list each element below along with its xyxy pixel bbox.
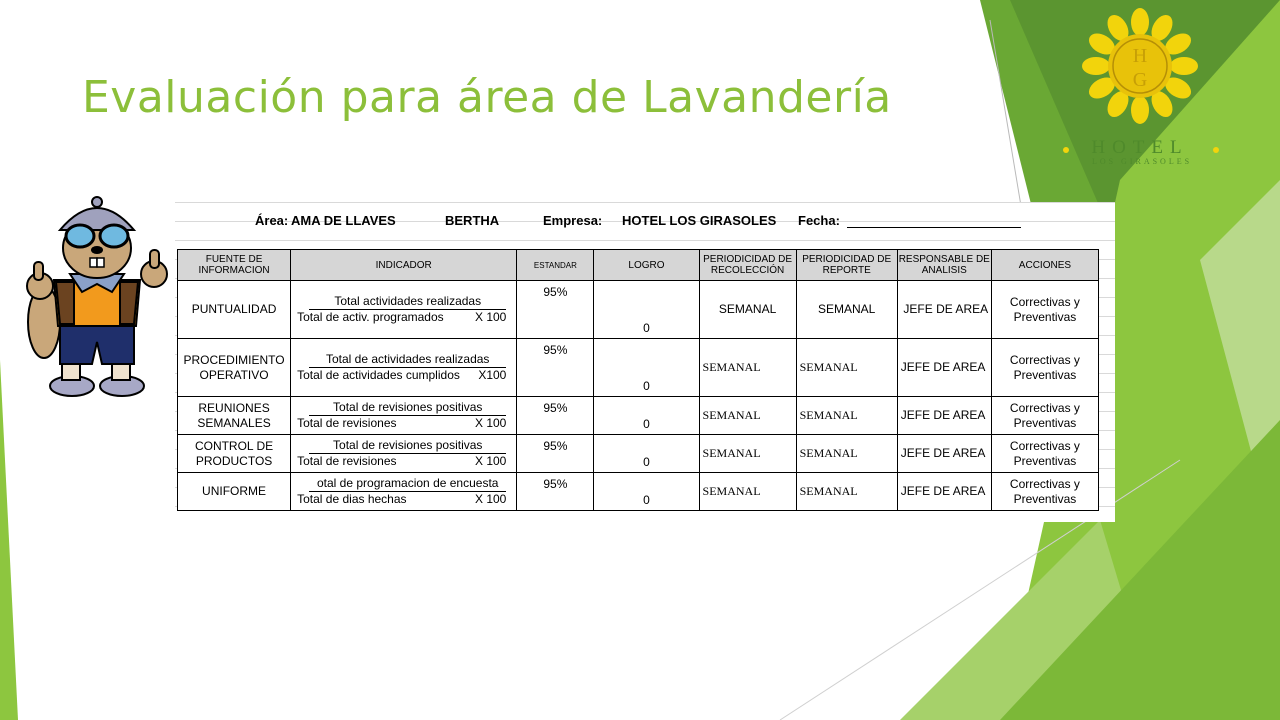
cell-recoleccion: SEMANAL (699, 339, 796, 397)
cell-logro: 0 (594, 473, 699, 511)
indicator-multiplier: X 100 (474, 416, 507, 430)
cell-reporte: SEMANAL (796, 339, 897, 397)
indicator-denominator (291, 310, 516, 325)
header-acciones: ACCIONES (991, 250, 1098, 281)
cell-estandar: 95% (517, 435, 594, 473)
cell-responsable: JEFE DE AREA (897, 473, 991, 511)
cell-indicador (291, 281, 517, 339)
header-logro: LOGRO (594, 250, 699, 281)
logo-subname: LOS GIRASOLES (1091, 157, 1193, 166)
sunflower-hotel-logo-icon (1058, 8, 1238, 168)
fecha-label: Fecha: (798, 213, 840, 228)
cell-acciones: Correctivas y Preventivas (991, 281, 1098, 339)
indicator-denominator (291, 492, 516, 507)
cell-fuente: PROCEDIMIENTO OPERATIVO (178, 339, 291, 397)
cell-fuente: CONTROL DE PRODUCTOS (178, 435, 291, 473)
table-row (178, 339, 1099, 397)
indicator-denominator (291, 368, 516, 383)
cell-indicador (291, 473, 517, 511)
cell-estandar: 95% (517, 281, 594, 339)
indicator-numerator: Total actividades realizadas (309, 294, 506, 310)
cell-recoleccion: SEMANAL (699, 281, 796, 339)
cell-fuente: REUNIONES SEMANALES (178, 397, 291, 435)
indicator-denominator-text: Total de dias hechas (297, 492, 407, 506)
cell-recoleccion: SEMANAL (699, 473, 796, 511)
cell-reporte: SEMANAL (796, 397, 897, 435)
empresa-label: Empresa: (543, 213, 603, 228)
person-name: BERTHA (445, 213, 500, 228)
cell-estandar: 95% (517, 397, 594, 435)
indicator-multiplier: X 100 (474, 454, 507, 468)
header-indicador: INDICADOR (291, 250, 517, 281)
sheet-header (175, 210, 1115, 230)
empresa-value: HOTEL LOS GIRASOLES (622, 213, 777, 228)
table-row (178, 397, 1099, 435)
indicator-multiplier: X100 (478, 368, 507, 382)
indicator-multiplier: X 100 (474, 492, 507, 506)
hotel-logo (1058, 8, 1238, 168)
table-row (178, 281, 1099, 339)
table-row (178, 435, 1099, 473)
table-row (178, 473, 1099, 511)
logo-monogram-top: H (1132, 45, 1148, 67)
mascot-illustration (22, 192, 172, 402)
header-estandar: ESTANDAR (517, 250, 594, 281)
cell-reporte: SEMANAL (796, 435, 897, 473)
header-recoleccion: PERIODICIDAD DE RECOLECCIÓN (699, 250, 796, 281)
cartoon-beaver-explorer-icon (22, 192, 172, 402)
cell-recoleccion: SEMANAL (699, 435, 796, 473)
indicator-denominator (291, 454, 516, 469)
slide-title: Evaluación para área de Lavandería (82, 72, 892, 123)
cell-responsable: JEFE DE AREA (897, 435, 991, 473)
fecha-blank-line (847, 227, 1021, 228)
logo-monogram-bottom: G (1132, 69, 1148, 91)
cell-estandar: 95% (517, 473, 594, 511)
cell-acciones: Correctivas y Preventivas (991, 397, 1098, 435)
indicator-multiplier: X 100 (474, 310, 507, 324)
header-fuente: FUENTE DE INFORMACION (178, 250, 291, 281)
header-reporte: PERIODICIDAD DE REPORTE (796, 250, 897, 281)
area-value: AMA DE LLAVES (291, 213, 396, 228)
cell-recoleccion: SEMANAL (699, 397, 796, 435)
header-responsable: RESPONSABLE DE ANALISIS (897, 250, 991, 281)
cell-logro: 0 (594, 435, 699, 473)
area-label: Área: (255, 213, 289, 228)
cell-fuente: PUNTUALIDAD (178, 281, 291, 339)
cell-acciones: Correctivas y Preventivas (991, 339, 1098, 397)
cell-fuente: UNIFORME (178, 473, 291, 511)
indicator-numerator: Total de revisiones positivas (309, 400, 506, 416)
evaluation-table (177, 249, 1099, 511)
cell-indicador (291, 339, 517, 397)
cell-reporte: SEMANAL (796, 281, 897, 339)
cell-logro: 0 (594, 339, 699, 397)
cell-acciones: Correctivas y Preventivas (991, 473, 1098, 511)
cell-reporte: SEMANAL (796, 473, 897, 511)
indicator-denominator (291, 416, 516, 431)
cell-logro: 0 (594, 281, 699, 339)
cell-indicador (291, 435, 517, 473)
cell-indicador (291, 397, 517, 435)
indicator-denominator-text: Total de actividades cumplidos (297, 368, 460, 382)
cell-logro: 0 (594, 397, 699, 435)
evaluation-sheet (175, 202, 1115, 522)
indicator-numerator: Total de actividades realizadas (309, 352, 506, 368)
logo-name: HOTEL (1091, 137, 1189, 158)
indicator-numerator: Total de revisiones positivas (309, 438, 506, 454)
indicator-denominator-text: Total de revisiones (297, 454, 397, 468)
cell-responsable: JEFE DE AREA (897, 281, 991, 339)
cell-responsable: JEFE DE AREA (897, 397, 991, 435)
indicator-numerator: otal de programacion de encuesta (309, 476, 506, 492)
cell-acciones: Correctivas y Preventivas (991, 435, 1098, 473)
table-header-row (178, 250, 1099, 281)
cell-estandar: 95% (517, 339, 594, 397)
cell-responsable: JEFE DE AREA (897, 339, 991, 397)
indicator-denominator-text: Total de revisiones (297, 416, 397, 430)
indicator-denominator-text: Total de activ. programados (297, 310, 444, 324)
